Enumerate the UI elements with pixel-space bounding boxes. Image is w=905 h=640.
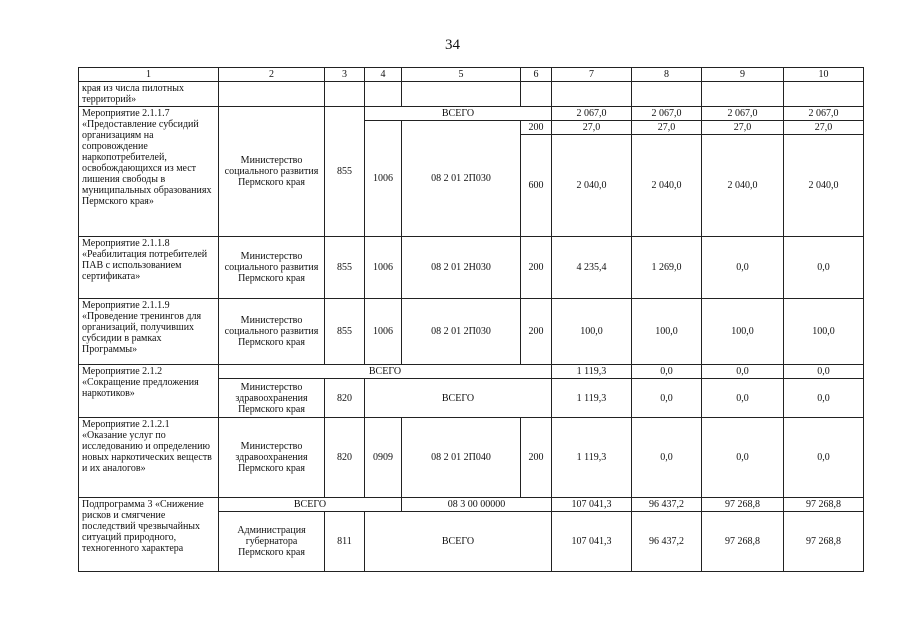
- total-label: ВСЕГО: [219, 498, 402, 512]
- value-cell: 96 437,2: [632, 512, 702, 572]
- empty-cell: [784, 82, 864, 107]
- activity-name: Мероприятие 2.1.1.7 «Предоставление субсидий организациям на сопровождение наркопотребителей, освобождающихся из мест лишения свободы в муниципальных образованиях Пермского края»: [79, 107, 219, 237]
- value-cell: 0,0: [784, 418, 864, 498]
- value-cell: 27,0: [784, 121, 864, 135]
- value-cell: 4 235,4: [552, 237, 632, 299]
- total-label: ВСЕГО: [365, 512, 552, 572]
- header-row: [79, 68, 864, 82]
- total-label: ВСЕГО: [365, 379, 552, 418]
- ministry-cell: Министерство здравоохранения Пермского края: [219, 379, 325, 418]
- grbs-cell: 820: [325, 379, 365, 418]
- value-cell: 0,0: [632, 379, 702, 418]
- rzpr-cell: 0909: [365, 418, 402, 498]
- empty-cell: [552, 82, 632, 107]
- empty-cell: [521, 82, 552, 107]
- value-cell: 1 119,3: [552, 379, 632, 418]
- value-cell: 2 040,0: [632, 135, 702, 237]
- value-cell: 96 437,2: [632, 498, 702, 512]
- table-row: [79, 299, 864, 365]
- value-cell: 2 040,0: [702, 135, 784, 237]
- csr-cell: 08 2 01 2П030: [402, 299, 521, 365]
- value-cell: 2 067,0: [702, 107, 784, 121]
- header-cell: 6: [521, 68, 552, 82]
- value-cell: 27,0: [552, 121, 632, 135]
- value-cell: 2 067,0: [552, 107, 632, 121]
- value-cell: 27,0: [702, 121, 784, 135]
- activity-name: Подпрограмма 3 «Снижение рисков и смягчение последствий чрезвычайных ситуаций природного, техногенного характера: [79, 498, 219, 572]
- csr-cell: 08 2 01 2П030: [402, 121, 521, 237]
- header-cell: 7: [552, 68, 632, 82]
- table-row: [79, 82, 864, 107]
- value-cell: 97 268,8: [702, 512, 784, 572]
- ministry-cell: Министерство социального развития Пермского края: [219, 299, 325, 365]
- header-cell: 10: [784, 68, 864, 82]
- activity-name: Мероприятие 2.1.1.8 «Реабилитация потребителей ПАВ с использованием сертификата»: [79, 237, 219, 299]
- value-cell: 0,0: [702, 237, 784, 299]
- value-cell: 100,0: [552, 299, 632, 365]
- total-label: ВСЕГО: [219, 365, 552, 379]
- vr-cell: 200: [521, 418, 552, 498]
- activity-name: Мероприятие 2.1.1.9 «Проведение тренингов для организаций, получивших субсидии в рамках Программы»: [79, 299, 219, 365]
- value-cell: 107 041,3: [552, 512, 632, 572]
- vr-cell: 200: [521, 237, 552, 299]
- grbs-cell: 820: [325, 418, 365, 498]
- rzpr-cell: 1006: [365, 237, 402, 299]
- value-cell: 1 269,0: [632, 237, 702, 299]
- value-cell: 0,0: [702, 365, 784, 379]
- empty-cell: [402, 82, 521, 107]
- empty-cell: [632, 82, 702, 107]
- table-row: [79, 107, 864, 121]
- value-cell: 2 067,0: [632, 107, 702, 121]
- header-cell: 5: [402, 68, 521, 82]
- value-cell: 0,0: [702, 379, 784, 418]
- csr-cell: 08 2 01 2Н030: [402, 237, 521, 299]
- empty-cell: [702, 82, 784, 107]
- value-cell: 100,0: [784, 299, 864, 365]
- ministry-cell: Министерство социального развития Пермского края: [219, 107, 325, 237]
- ministry-cell: Министерство социального развития Пермского края: [219, 237, 325, 299]
- value-cell: 0,0: [702, 418, 784, 498]
- vr-cell: 200: [521, 299, 552, 365]
- header-cell: 8: [632, 68, 702, 82]
- table-row: [79, 418, 864, 498]
- budget-table: [78, 67, 864, 572]
- value-cell: 1 119,3: [552, 365, 632, 379]
- value-cell: 107 041,3: [552, 498, 632, 512]
- header-cell: 3: [325, 68, 365, 82]
- activity-name: Мероприятие 2.1.2.1 «Оказание услуг по исследованию и определению новых наркотических веществ и их аналогов»: [79, 418, 219, 498]
- value-cell: 2 040,0: [784, 135, 864, 237]
- value-cell: 0,0: [784, 237, 864, 299]
- value-cell: 97 268,8: [784, 512, 864, 572]
- table-row: [79, 237, 864, 299]
- header-cell: 1: [79, 68, 219, 82]
- page-number: 34: [445, 37, 460, 53]
- value-cell: 100,0: [702, 299, 784, 365]
- header-cell: 4: [365, 68, 402, 82]
- value-cell: 27,0: [632, 121, 702, 135]
- value-cell: 2 040,0: [552, 135, 632, 237]
- vr-cell: 200: [521, 121, 552, 135]
- value-cell: 2 067,0: [784, 107, 864, 121]
- value-cell: 100,0: [632, 299, 702, 365]
- empty-cell: [219, 82, 325, 107]
- vr-cell: 600: [521, 135, 552, 237]
- header-cell: 9: [702, 68, 784, 82]
- ministry-cell: Министерство здравоохранения Пермского края: [219, 418, 325, 498]
- empty-cell: [365, 82, 402, 107]
- grbs-cell: 855: [325, 107, 365, 237]
- grbs-cell: 811: [325, 512, 365, 572]
- value-cell: 97 268,8: [702, 498, 784, 512]
- value-cell: 0,0: [632, 418, 702, 498]
- ministry-cell: Администрация губернатора Пермского края: [219, 512, 325, 572]
- table-row: [79, 498, 864, 512]
- activity-name: Мероприятие 2.1.2 «Сокращение предложения наркотиков»: [79, 365, 219, 418]
- value-cell: 97 268,8: [784, 498, 864, 512]
- value-cell: 0,0: [784, 365, 864, 379]
- grbs-cell: 855: [325, 237, 365, 299]
- grbs-cell: 855: [325, 299, 365, 365]
- empty-cell: [325, 82, 365, 107]
- value-cell: 0,0: [632, 365, 702, 379]
- activity-name: края из числа пилотных территорий»: [79, 82, 219, 107]
- total-label: ВСЕГО: [365, 107, 552, 121]
- table-row: [79, 365, 864, 379]
- header-cell: 2: [219, 68, 325, 82]
- rzpr-cell: 1006: [365, 299, 402, 365]
- value-cell: 1 119,3: [552, 418, 632, 498]
- rzpr-cell: 1006: [365, 121, 402, 237]
- csr-cell: 08 3 00 00000: [402, 498, 552, 512]
- csr-cell: 08 2 01 2П040: [402, 418, 521, 498]
- value-cell: 0,0: [784, 379, 864, 418]
